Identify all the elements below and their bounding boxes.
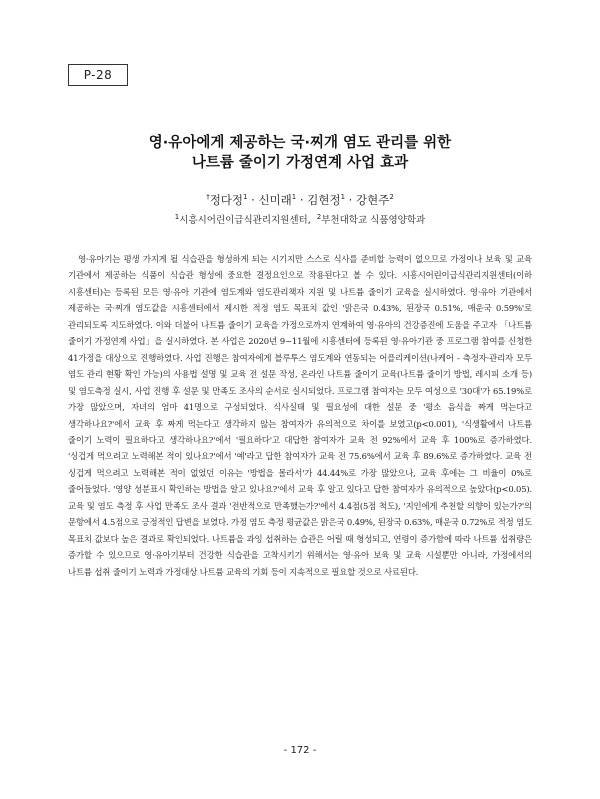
- author-separator: ·: [247, 193, 259, 207]
- affiliation-text: 시흥시어린이급식관리지원센터,: [179, 215, 311, 226]
- author-affiliation-mark: 1: [243, 193, 248, 202]
- author-affiliation-mark: 1: [291, 193, 297, 202]
- author-name: 정다정: [209, 193, 244, 207]
- poster-id-box: P-28: [68, 64, 128, 86]
- affiliation-text: 부천대학교 식품영양학과: [321, 215, 426, 226]
- title-line-2: 나트륨 줄이기 가정연계 사업 효과: [191, 155, 409, 171]
- author-list: [60, 192, 540, 208]
- affiliation-number: 2: [316, 212, 322, 221]
- author-name: 강현주: [356, 193, 390, 207]
- page-number: - 172 -: [283, 745, 317, 756]
- title-line-1: 영·유아에게 제공하는 국·찌개 염도 관리를 위한: [148, 135, 452, 151]
- abstract-body: 영·유아기는 평생 가지게 될 식습관을 형성하게 되는 시기지만 스스로 식사를 준비할 능력이 없으므로 가정이나 보육 및 교육 기관에서 제공하는 식품이 식습관 형성에 중요한 결정요인으로 작용된다고 볼 수 있다. 시흥시어린이급식관리지원센터(이하 시흥센터)는 등록된 모든 영·유아 기관에 염도계와 염도관리책자 지원 및 나트륨 줄이기 교육을 실시하였다. 영·유아 기관에서 제공하는 국·찌개 염도값을 시흥센터에서 제시한 적정 염도 목표치 값인 '맑은국 0.43%, 된장국 0.51%, 매운국 0.59%'로 관리되도록 지도하였다. 이와 더불어 나트륨 줄이기 교육을 가정으로까지 연계하여 영·유아의 건강증진에 도움을 주고자 「나트륨 줄이기 가정연계 사업」을 실시하였다. 본 사업은 2020년 9~11월에 시흥센터에 등록된 영·유아기관 중 프로그램 참여를 신청한 41가정을 대상으로 진행하였다. 사업 진행은 참여자에게 블루투스 염도계와 연동되는 어플리케이션(나케어 - 측정자·관리자 모두 염도 관리 현황 확인 가능)의 사용법 설명 및 교육 전 설문 작성, 온라인 나트륨 줄이기 교육(나트륨 줄이기 방법, 레시피 소개 등) 및 염도측정 실시, 사업 진행 후 설문 및 만족도 조사의 순서로 실시되었다. 프로그램 참여자는 모두 여성으로 '30대'가 65.19%로 가장 많았으며, 자녀의 엄마 41명으로 구성되었다. 식사실태 및 필요성에 대한 설문 중 '평소 음식을 짜게 먹는다고 생각하나요?'에서 교육 후 짜게 먹는다고 생각하지 않는 참여자가 유의적으로 차이를 보였고(p<0.001), '식생활에서 나트륨 줄이기 노력이 필요하다고 생각하나요?'에서 '필요하다'고 대답한 참여자가 교육 전 92%에서 교육 후 100%로 증가하였다. '싱겁게 먹으려고 노력해본 적이 있나요?'에서 '예'라고 답한 참여자가 교육 전 75.6%에서 교육 후 89.6%로 증가하였다. 교육 전 싱겁게 먹으려고 노력해본 적이 없었던 이유는 '방법을 몰라서'가 44.44%로 가장 많았으나, 교육 후에는 그 비율이 0%로 줄어들었다. '영양 성분표시 확인하는 방법을 알고 있나요?'에서 교육 후 알고 있다고 답한 참여자가 유의적으로 높았다(p<0.05). 교육 및 염도 측정 후 사업 만족도 조사 결과 '전반적으로 만족했는가?'에서 4.4점(5점 척도), '지인에게 추천할 의향이 있는가?'의 문항에서 4.5점으로 긍정적인 답변을 보였다. 가정 염도 측정 평균값은 맑은국 0.49%, 된장국 0.63%, 매운국 0.72%로 적정 염도 목표치 값보다 높은 결과로 확인되었다. 나트륨을 과잉 섭취하는 습관은 어릴 때 형성되고, 연령이 증가함에 따라 나트륨 섭취량은 증가할 수 있으므로 영·유아기부터 건강한 식습관을 고착시키기 위해서는 영·유아 보육 및 교육 시설뿐만 아니라, 가정에서의 나트륨 섭취 줄이기 노력과 가정대상 나트륨 교육의 기회 등이 지속적으로 필요할 것으로 사료된다.: [68, 254, 532, 577]
- author-separator: ·: [296, 193, 308, 207]
- author-name: 신미래: [258, 193, 292, 207]
- author-separator: ·: [345, 193, 356, 207]
- author-affiliation-mark: 1: [340, 193, 346, 202]
- author-affiliation-mark: 2: [389, 193, 394, 202]
- affiliation-list: [40, 212, 560, 226]
- affiliation-number: 1: [174, 212, 180, 221]
- corresponding-author-mark: †: [206, 193, 210, 202]
- author-name: 김현정: [307, 193, 341, 207]
